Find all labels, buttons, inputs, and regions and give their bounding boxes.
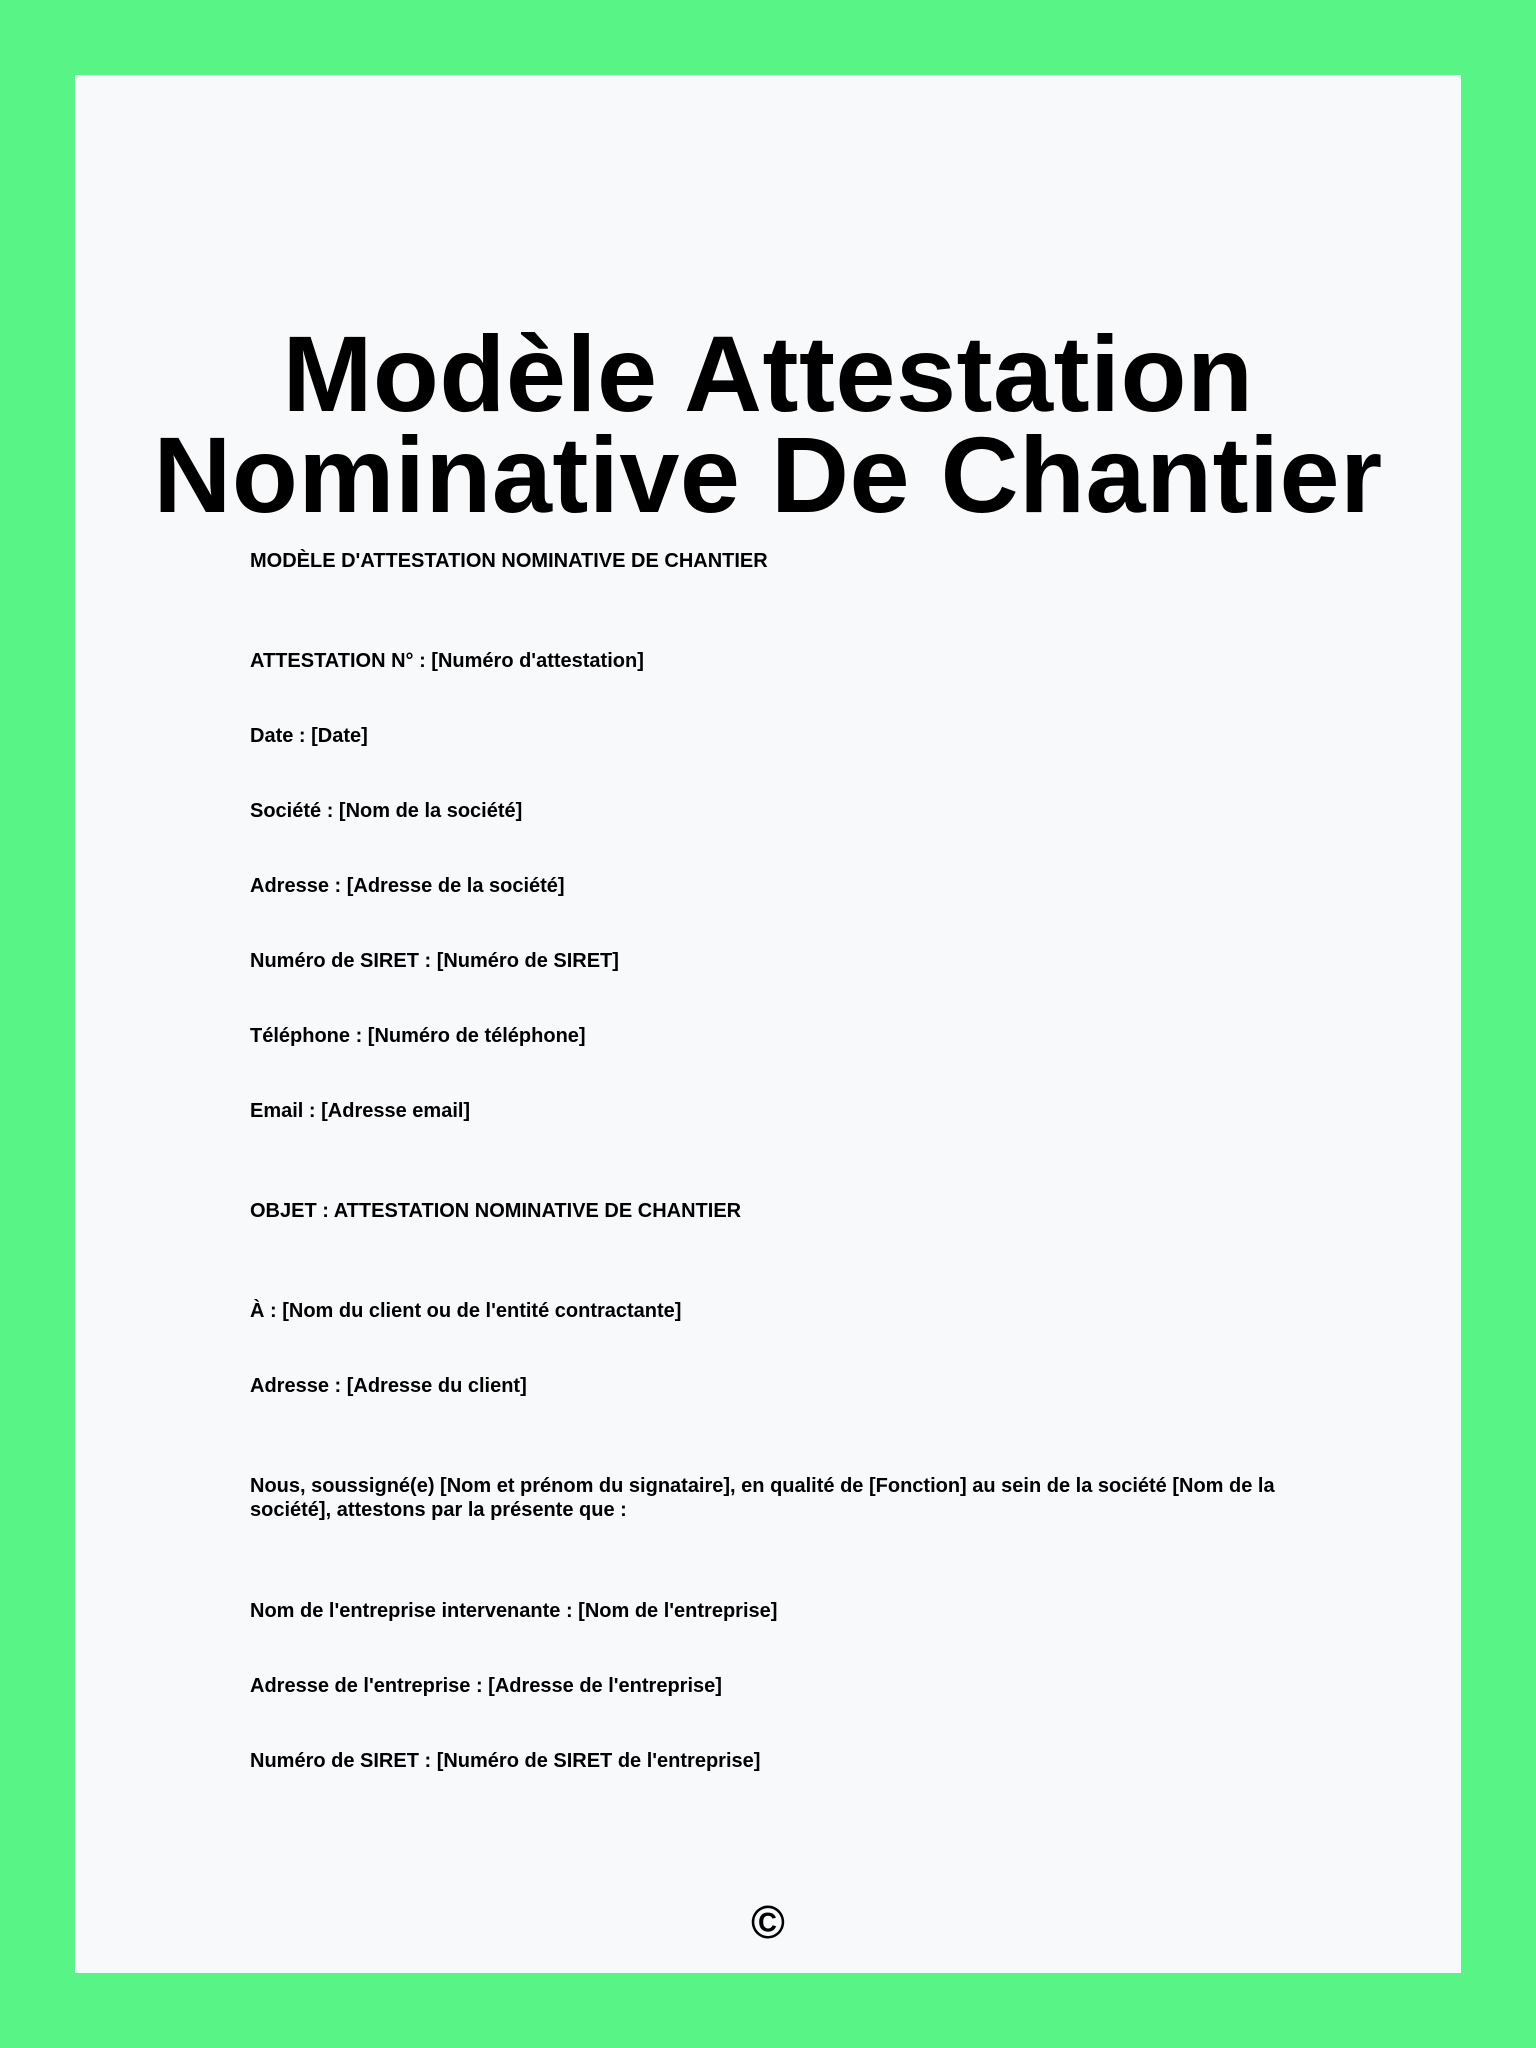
contractor-name-field: Nom de l'entreprise intervenante : [Nom de l'entreprise] bbox=[250, 1600, 778, 1622]
company-field: Société : [Nom de la société] bbox=[250, 800, 523, 822]
company-address-field: Adresse : [Adresse de la société] bbox=[250, 875, 565, 897]
page-title: Modèle Attestation Nominative De Chantier bbox=[153, 313, 1383, 535]
contractor-address-field: Adresse de l'entreprise : [Adresse de l'entreprise] bbox=[250, 1675, 722, 1697]
object-line: OBJET : ATTESTATION NOMINATIVE DE CHANTIER bbox=[250, 1200, 742, 1222]
copyright-icon: © bbox=[751, 1896, 785, 1948]
contractor-siret-field: Numéro de SIRET : [Numéro de SIRET de l'entreprise] bbox=[250, 1750, 761, 1772]
statement-paragraph: Nous, soussigné(e) [Nom et prénom du signataire], en qualité de [Fonction] au sein de la société [Nom de la société], attestons par la présente que : bbox=[250, 1475, 1275, 1521]
document-page bbox=[75, 75, 1461, 1973]
document-heading: MODÈLE D'ATTESTATION NOMINATIVE DE CHANTIER bbox=[250, 550, 768, 572]
siret-field: Numéro de SIRET : [Numéro de SIRET] bbox=[250, 950, 619, 972]
recipient-address-line: Adresse : [Adresse du client] bbox=[250, 1375, 527, 1397]
recipient-line: À : [Nom du client ou de l'entité contractante] bbox=[250, 1300, 682, 1322]
attestation-number-field: ATTESTATION N° : [Numéro d'attestation] bbox=[250, 650, 644, 672]
phone-field: Téléphone : [Numéro de téléphone] bbox=[250, 1025, 586, 1047]
email-field: Email : [Adresse email] bbox=[250, 1100, 471, 1122]
date-field: Date : [Date] bbox=[250, 725, 368, 747]
